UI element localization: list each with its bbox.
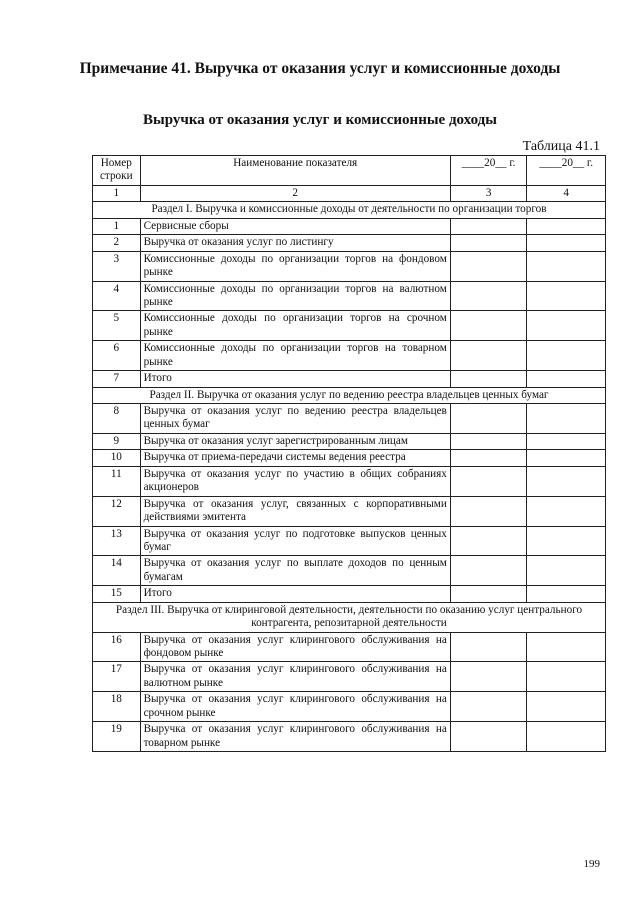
- value-period-1: [450, 692, 527, 722]
- value-period-1: [450, 450, 527, 466]
- indicator-name: Итого: [140, 371, 450, 387]
- row-number: 2: [93, 235, 141, 251]
- indicator-name: Выручка от оказания услуг клирингового обслуживания на валютном рынке: [140, 662, 450, 692]
- value-period-1: [450, 404, 527, 434]
- section-row: [93, 387, 606, 403]
- column-number: 2: [140, 185, 450, 201]
- indicator-name: Выручка от оказания услуг клирингового обслуживания на фондовом рынке: [140, 632, 450, 662]
- indicator-name: Выручка от оказания услуг по участию в общих собраниях акционеров: [140, 466, 450, 496]
- table-row: [93, 526, 606, 556]
- indicator-name: Итого: [140, 586, 450, 602]
- indicator-name: Комиссионные доходы по организации торгов на срочном рынке: [140, 311, 450, 341]
- table-row: [93, 281, 606, 311]
- section-title: Раздел II. Выручка от оказания услуг по ведению реестра владельцев ценных бумаг: [93, 387, 606, 403]
- value-period-1: [450, 466, 527, 496]
- header-period-1: ____20__ г.: [450, 156, 527, 186]
- indicator-name: Комиссионные доходы по организации торгов на валютном рынке: [140, 281, 450, 311]
- row-number: 1: [93, 218, 141, 234]
- table-body: [93, 202, 606, 752]
- value-period-1: [450, 632, 527, 662]
- indicator-name: Сервисные сборы: [140, 218, 450, 234]
- table-row: [93, 433, 606, 449]
- value-period-1: [450, 586, 527, 602]
- section-title: Раздел I. Выручка и комиссионные доходы от деятельности по организации торгов: [93, 202, 606, 218]
- value-period-2: [527, 450, 606, 466]
- value-period-1: [450, 251, 527, 281]
- note-title: Примечание 41. Выручка от оказания услуг и комиссионные доходы: [79, 60, 561, 77]
- header-row: [93, 156, 606, 186]
- value-period-1: [450, 662, 527, 692]
- row-number: 13: [93, 526, 141, 556]
- indicator-name: Выручка от оказания услуг по подготовке выпусков ценных бумаг: [140, 526, 450, 556]
- value-period-2: [527, 556, 606, 586]
- value-period-2: [527, 526, 606, 556]
- table-row: [93, 556, 606, 586]
- value-period-2: [527, 281, 606, 311]
- indicator-name: Выручка от оказания услуг по листингу: [140, 235, 450, 251]
- table-row: [93, 311, 606, 341]
- indicator-name: Выручка от оказания услуг, связанных с корпоративными действиями эмитента: [140, 496, 450, 526]
- value-period-2: [527, 692, 606, 722]
- header-period-2: ____20__ г.: [527, 156, 606, 186]
- row-number: 16: [93, 632, 141, 662]
- table-row: [93, 341, 606, 371]
- row-number: 8: [93, 404, 141, 434]
- table-row: [93, 722, 606, 752]
- table-row: [93, 692, 606, 722]
- table-row: [93, 586, 606, 602]
- row-number: 7: [93, 371, 141, 387]
- table-row: [93, 218, 606, 234]
- value-period-2: [527, 466, 606, 496]
- table-row: [93, 632, 606, 662]
- value-period-2: [527, 371, 606, 387]
- value-period-2: [527, 311, 606, 341]
- indicator-name: Выручка от оказания услуг клирингового обслуживания на товарном рынке: [140, 722, 450, 752]
- table-row: [93, 466, 606, 496]
- value-period-2: [527, 632, 606, 662]
- value-period-2: [527, 218, 606, 234]
- value-period-1: [450, 341, 527, 371]
- value-period-2: [527, 251, 606, 281]
- row-number: 9: [93, 433, 141, 449]
- row-number: 5: [93, 311, 141, 341]
- value-period-1: [450, 433, 527, 449]
- header-indicator: Наименование показателя: [140, 156, 450, 186]
- row-number: 3: [93, 251, 141, 281]
- value-period-1: [450, 235, 527, 251]
- indicator-name: Выручка от оказания услуг по ведению реестра владельцев ценных бумаг: [140, 404, 450, 434]
- column-number: 1: [93, 185, 141, 201]
- row-number: 14: [93, 556, 141, 586]
- row-number: 4: [93, 281, 141, 311]
- column-numbers-row: [93, 185, 606, 201]
- value-period-2: [527, 722, 606, 752]
- table-row: [93, 404, 606, 434]
- value-period-2: [527, 662, 606, 692]
- value-period-1: [450, 526, 527, 556]
- value-period-2: [527, 496, 606, 526]
- table-row: [93, 450, 606, 466]
- value-period-1: [450, 496, 527, 526]
- row-number: 12: [93, 496, 141, 526]
- section-row: [93, 202, 606, 218]
- value-period-2: [527, 235, 606, 251]
- row-number: 6: [93, 341, 141, 371]
- value-period-1: [450, 556, 527, 586]
- value-period-1: [450, 311, 527, 341]
- row-number: 19: [93, 722, 141, 752]
- section-title: Раздел III. Выручка от клиринговой деятельности, деятельности по оказанию услуг центрального контрагента, репозитарной деятельности: [93, 602, 606, 632]
- value-period-1: [450, 371, 527, 387]
- indicator-name: Комиссионные доходы по организации торгов на фондовом рынке: [140, 251, 450, 281]
- table-row: [93, 662, 606, 692]
- table-row: [93, 496, 606, 526]
- table-row: [93, 251, 606, 281]
- header-row-number: Номер строки: [93, 156, 141, 186]
- revenue-table: [92, 155, 606, 752]
- value-period-1: [450, 281, 527, 311]
- indicator-name: Выручка от приема-передачи системы ведения реестра: [140, 450, 450, 466]
- indicator-name: Выручка от оказания услуг клирингового обслуживания на срочном рынке: [140, 692, 450, 722]
- value-period-2: [527, 433, 606, 449]
- row-number: 17: [93, 662, 141, 692]
- value-period-2: [527, 586, 606, 602]
- indicator-name: Выручка от оказания услуг по выплате доходов по ценным бумагам: [140, 556, 450, 586]
- table-heading: Выручка от оказания услуг и комиссионные доходы: [143, 112, 497, 128]
- row-number: 10: [93, 450, 141, 466]
- column-number: 4: [527, 185, 606, 201]
- table-row: [93, 235, 606, 251]
- section-row: [93, 602, 606, 632]
- indicator-name: Комиссионные доходы по организации торгов на товарном рынке: [140, 341, 450, 371]
- row-number: 15: [93, 586, 141, 602]
- page-number: 199: [583, 858, 600, 870]
- value-period-1: [450, 218, 527, 234]
- indicator-name: Выручка от оказания услуг зарегистрированным лицам: [140, 433, 450, 449]
- value-period-1: [450, 722, 527, 752]
- value-period-2: [527, 341, 606, 371]
- table-row: [93, 371, 606, 387]
- column-number: 3: [450, 185, 527, 201]
- table-number: Таблица 41.1: [522, 139, 600, 154]
- row-number: 18: [93, 692, 141, 722]
- value-period-2: [527, 404, 606, 434]
- row-number: 11: [93, 466, 141, 496]
